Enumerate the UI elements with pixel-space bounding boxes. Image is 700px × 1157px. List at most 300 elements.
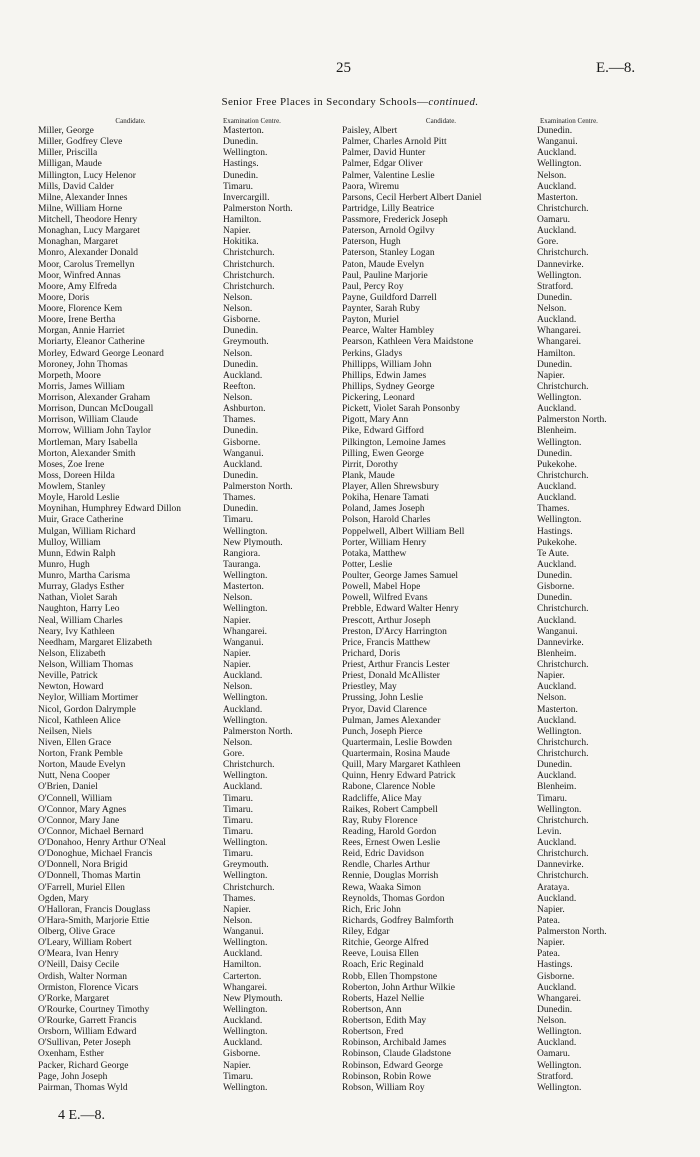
list-item (342, 994, 672, 1005)
examination-centre: Ashburton. (223, 404, 266, 415)
list-item (342, 382, 672, 393)
examination-centre: Dannevirke. (537, 259, 584, 270)
heading-suffix: continued. (428, 96, 479, 108)
candidate-name: Ormiston, Florence Vicars (38, 982, 139, 993)
examination-centre: Christchurch. (223, 259, 275, 270)
list-item (342, 827, 672, 838)
candidate-name: Paton, Maude Evelyn (342, 259, 425, 270)
list-item (38, 682, 320, 693)
examination-centre: Dunedin. (537, 448, 573, 459)
list-item (38, 1083, 320, 1094)
candidate-name: O'Donoghue, Michael Francis (38, 849, 153, 860)
candidate-name: Mulloy, William (38, 537, 101, 548)
candidate-name: Pryor, David Clarence (342, 704, 427, 715)
candidate-name: Moor, Winfred Annas (38, 270, 121, 281)
candidate-name: Moss, Doreen Hilda (38, 470, 115, 481)
candidate-name: Polson, Harold Charles (342, 515, 431, 526)
left-column (38, 117, 320, 1094)
examination-centre: Wellington. (537, 1027, 582, 1038)
examination-centre: Christchurch. (223, 882, 275, 893)
list-item (342, 182, 672, 193)
examination-centre: Wellington. (537, 804, 582, 815)
examination-centre: Christchurch. (223, 760, 275, 771)
list-item (342, 938, 672, 949)
list-item (38, 860, 320, 871)
candidate-name: Olberg, Olive Grace (38, 927, 116, 937)
list-item (342, 549, 672, 560)
examination-centre: Christchurch. (537, 737, 589, 748)
candidate-name: Milligan, Maude (38, 159, 102, 170)
list-item (342, 627, 672, 638)
candidate-name: Paul, Percy Roy (342, 281, 404, 292)
candidate-name: Naughton, Harry Leo (38, 604, 120, 615)
examination-centre: Timaru. (223, 815, 254, 826)
examination-centre: Masterton. (537, 192, 578, 203)
examination-centre: Oamaru. (537, 1049, 570, 1060)
examination-centre: Auckland. (223, 459, 263, 470)
examination-centre: Blenheim. (537, 426, 577, 437)
examination-centre: Pukekohe. (537, 459, 577, 470)
candidate-name: Paterson, Hugh (342, 237, 401, 248)
examination-centre: Gore. (537, 237, 559, 248)
examination-centre: Wellington. (223, 1004, 268, 1015)
list-item (38, 771, 320, 782)
examination-centre: Timaru. (223, 804, 254, 815)
list-item (38, 649, 320, 660)
list-item (38, 727, 320, 738)
candidate-name: Prebble, Edward Walter Henry (342, 604, 459, 615)
candidate-name: Ordish, Walter Norman (38, 971, 128, 982)
list-item (38, 1072, 320, 1083)
candidate-name: Robson, William Roy (342, 1082, 425, 1093)
candidate-name: Moriarty, Eleanor Catherine (38, 337, 145, 348)
candidate-name: Robinson, Claude Gladstone (342, 1049, 451, 1060)
examination-centre: Palmerston North. (537, 927, 607, 937)
examination-centre: Hastings. (537, 526, 573, 537)
candidate-name: Raikes, Robert Campbell (342, 804, 438, 815)
examination-centre: Whangarei. (537, 993, 582, 1004)
examination-centre: Palmerston North. (223, 482, 293, 492)
list-item (342, 771, 672, 782)
candidate-name: Reynolds, Thomas Gordon (342, 893, 445, 904)
candidate-name: Payton, Muriel (342, 315, 399, 326)
examination-centre: Palmerston North. (223, 203, 293, 214)
list-item (342, 493, 672, 504)
examination-centre: Timaru. (537, 793, 568, 804)
list-item (38, 449, 320, 460)
examination-centre: Dunedin. (537, 571, 573, 581)
candidate-name: Rabone, Clarence Noble (342, 782, 436, 793)
list-item (342, 349, 672, 360)
examination-centre: Palmerston North. (537, 415, 607, 426)
list-item (38, 972, 320, 983)
examination-centre: Christchurch. (537, 381, 589, 392)
candidate-name: Roberts, Hazel Nellie (342, 993, 425, 1004)
candidate-name: Moynihan, Humphrey Edward Dillon (38, 504, 182, 515)
candidate-name: Priest, Arthur Francis Lester (342, 660, 450, 670)
examination-centre: Masterton. (223, 126, 264, 136)
list-item (38, 349, 320, 360)
candidate-name: Moroney, John Thomas (38, 359, 128, 370)
candidate-name: Pike, Edward Gifford (342, 426, 424, 437)
candidate-name: Price, Francis Matthew (342, 637, 431, 648)
examination-centre: Timaru. (223, 849, 254, 860)
candidate-name: Pigott, Mary Ann (342, 415, 409, 426)
examination-centre: Christchurch. (537, 660, 589, 670)
candidate-name: O'Farrell, Muriel Ellen (38, 882, 125, 893)
candidate-name: Roberton, John Arthur Wilkie (342, 982, 455, 993)
examination-centre: Auckland. (537, 404, 577, 415)
examination-centre: Dunedin. (223, 426, 259, 437)
list-item (38, 938, 320, 949)
examination-centre: Christchurch. (537, 849, 589, 860)
list-item (342, 705, 672, 716)
list-item (342, 260, 672, 271)
examination-centre: Whangarei. (223, 982, 268, 993)
list-item (342, 693, 672, 704)
candidate-name: Moore, Doris (38, 292, 90, 303)
list-item (342, 894, 672, 905)
candidate-list (342, 126, 672, 1094)
list-item (38, 1049, 320, 1060)
list-item (342, 159, 672, 170)
examination-centre: Stratford. (537, 1071, 574, 1082)
candidate-name: Preston, D'Arcy Harrington (342, 626, 447, 637)
examination-centre: Timaru. (223, 1071, 254, 1082)
list-item (342, 593, 672, 604)
candidate-name: Poppelwell, Albert William Bell (342, 526, 465, 537)
list-item (342, 282, 672, 293)
candidate-name: Paisley, Albert (342, 126, 398, 136)
list-item (38, 927, 320, 938)
candidate-name: Ritchie, George Alfred (342, 938, 429, 949)
list-item (38, 871, 320, 882)
examination-centre: Napier. (537, 904, 565, 915)
examination-centre: Wanganui. (223, 448, 264, 459)
examination-centre: Dunedin. (223, 470, 259, 481)
examination-centre: Whangarei. (537, 337, 582, 348)
list-item (342, 538, 672, 549)
list-item (342, 638, 672, 649)
candidate-name: Moyle, Harold Leslie (38, 493, 120, 504)
candidate-name: Reid, Edric Davidson (342, 849, 425, 860)
candidate-name: Page, John Joseph (38, 1071, 108, 1082)
examination-centre: Wanganui. (223, 927, 264, 937)
candidate-name: Quinn, Henry Edward Patrick (342, 771, 456, 782)
examination-centre: Invercargill. (223, 192, 270, 203)
list-item (38, 393, 320, 404)
list-item (342, 860, 672, 871)
examination-centre: Auckland. (223, 704, 263, 715)
candidate-name: Reading, Harold Gordon (342, 826, 437, 837)
examination-centre: Carterton. (223, 971, 262, 982)
examination-centre: Napier. (223, 1060, 251, 1071)
list-item (342, 649, 672, 660)
candidate-name: Ray, Ruby Florence (342, 815, 418, 826)
candidate-name: Prichard, Doris (342, 648, 401, 659)
candidate-name: O'Rorke, Margaret (38, 993, 110, 1004)
list-item (38, 760, 320, 771)
list-item (342, 949, 672, 960)
examination-centre: Timaru. (223, 826, 254, 837)
list-item (38, 960, 320, 971)
examination-centre: Wellington. (223, 1082, 268, 1093)
list-item (38, 805, 320, 816)
examination-centre: Wanganui. (223, 637, 264, 648)
list-item (342, 504, 672, 515)
candidate-name: Phillipps, William John (342, 359, 432, 370)
list-item (342, 871, 672, 882)
examination-centre: Oamaru. (537, 215, 570, 225)
examination-centre: Auckland. (537, 1038, 577, 1049)
candidate-name: Prescott, Arthur Joseph (342, 615, 431, 626)
examination-centre: Greymouth. (223, 860, 269, 871)
examination-centre: Dannevirke. (537, 860, 584, 871)
list-item (342, 883, 672, 894)
examination-centre: Auckland. (537, 148, 577, 159)
candidate-name: Porter, William Henry (342, 537, 427, 548)
candidate-name: Orsborn, William Edward (38, 1027, 137, 1038)
candidate-name: Pirrit, Dorothy (342, 459, 398, 470)
examination-centre: Wellington. (537, 515, 582, 526)
page-heading (0, 96, 700, 108)
examination-centre: Dunedin. (223, 326, 259, 337)
list-item (342, 393, 672, 404)
candidate-name: Moore, Florence Kem (38, 304, 123, 314)
list-item (38, 1038, 320, 1049)
list-item (342, 404, 672, 415)
list-item (342, 126, 672, 137)
list-item (38, 237, 320, 248)
candidate-name: Robertson, Ann (342, 1004, 402, 1015)
list-item (38, 438, 320, 449)
candidate-name: Pokiha, Henare Tamati (342, 493, 430, 504)
examination-centre: Christchurch. (537, 871, 589, 882)
list-item (342, 482, 672, 493)
examination-centre: Wellington. (223, 526, 268, 537)
candidate-name: Norton, Frank Pemble (38, 749, 123, 759)
examination-centre: Nelson. (223, 682, 253, 693)
examination-centre: Christchurch. (537, 815, 589, 826)
candidate-name: Neilsen, Niels (38, 726, 92, 737)
candidate-name: Munro, Hugh (38, 559, 90, 570)
examination-centre: Napier. (537, 938, 565, 949)
list-item (342, 983, 672, 994)
examination-centre: Blenheim. (537, 782, 577, 793)
candidate-name: Millington, Lucy Helenor (38, 170, 136, 181)
list-item (38, 716, 320, 727)
examination-centre: Gisborne. (223, 315, 261, 326)
candidate-name: Pearson, Kathleen Vera Maidstone (342, 337, 474, 348)
examination-centre: Stratford. (537, 281, 574, 292)
list-item (342, 415, 672, 426)
examination-centre: Hastings. (537, 960, 573, 971)
column-header (342, 117, 672, 126)
list-item (342, 449, 672, 460)
list-item (38, 827, 320, 838)
header-candidate: Candidate. (425, 117, 457, 125)
list-item (342, 471, 672, 482)
examination-centre: Christchurch. (223, 270, 275, 281)
examination-centre: Hamilton. (223, 215, 262, 225)
examination-centre: Napier. (223, 615, 251, 626)
list-item (38, 404, 320, 415)
candidate-name: Mulgan, William Richard (38, 526, 136, 537)
candidate-name: Nelson, Elizabeth (38, 648, 106, 659)
examination-centre: Auckland. (537, 559, 577, 570)
candidate-name: O'Connell, William (38, 793, 112, 804)
list-item (342, 849, 672, 860)
list-item (38, 749, 320, 760)
list-item (342, 1083, 672, 1094)
candidate-name: Pearce, Walter Hambley (342, 326, 435, 337)
examination-centre: Nelson. (223, 393, 253, 403)
list-item (342, 905, 672, 916)
candidate-name: Monaghan, Lucy Margaret (38, 226, 140, 237)
list-item (38, 905, 320, 916)
examination-centre: Dunedin. (537, 1004, 573, 1015)
examination-centre: Whangarei. (223, 626, 268, 637)
examination-centre: Nelson. (537, 170, 567, 181)
list-item (342, 515, 672, 526)
candidate-name: Quartermain, Rosina Maude (342, 749, 450, 759)
examination-centre: Dunedin. (537, 126, 573, 136)
examination-centre: Napier. (223, 660, 251, 670)
header-candidate: Candidate. (115, 117, 146, 125)
examination-centre: Auckland. (537, 482, 577, 492)
candidate-name: O'Donnell, Nora Brigid (38, 860, 128, 871)
list-item (342, 1016, 672, 1027)
candidate-name: Rendle, Charles Arthur (342, 860, 430, 871)
examination-centre: Auckland. (223, 370, 263, 381)
list-item (38, 293, 320, 304)
candidate-name: Packer, Richard George (38, 1060, 129, 1071)
list-item (342, 248, 672, 259)
list-item (342, 315, 672, 326)
candidate-name: Robinson, Archibald James (342, 1038, 447, 1049)
examination-centre: Auckland. (223, 782, 263, 793)
list-item (38, 460, 320, 471)
list-item (342, 716, 672, 727)
candidate-name: Morton, Alexander Smith (38, 448, 136, 459)
list-item (38, 126, 320, 137)
list-item (342, 1049, 672, 1060)
examination-centre: Dunedin. (537, 292, 573, 303)
examination-centre: Dannevirke. (537, 637, 584, 648)
candidate-name: Reeve, Louisa Ellen (342, 949, 419, 960)
list-item (38, 527, 320, 538)
candidate-name: Norton, Maude Evelyn (38, 760, 126, 771)
candidate-name: Munro, Martha Carisma (38, 571, 131, 581)
candidate-name: Morrison, Duncan McDougall (38, 404, 154, 415)
list-item (342, 760, 672, 771)
list-item (38, 638, 320, 649)
examination-centre: Wellington. (537, 159, 582, 170)
examination-centre: Gisborne. (223, 1049, 261, 1060)
examination-centre: Levin. (537, 826, 562, 837)
list-item (342, 571, 672, 582)
candidate-name: O'Donahoo, Henry Arthur O'Neal (38, 838, 166, 848)
list-item (38, 916, 320, 927)
examination-centre: Timaru. (223, 515, 254, 526)
candidate-name: Needham, Margaret Elizabeth (38, 637, 153, 648)
examination-centre: Tauranga. (223, 559, 261, 570)
candidate-name: O'Brien, Daniel (38, 782, 98, 793)
examination-centre: Auckland. (223, 1016, 263, 1026)
examination-centre: New Plymouth. (223, 993, 283, 1004)
list-item (342, 304, 672, 315)
examination-centre: Christchurch. (537, 604, 589, 615)
candidate-name: Robertson, Edith May (342, 1016, 427, 1026)
candidate-name: Paterson, Arnold Ogilvy (342, 226, 435, 237)
examination-centre: Christchurch. (537, 749, 589, 759)
list-item (38, 949, 320, 960)
list-item (38, 171, 320, 182)
list-item (342, 1027, 672, 1038)
list-item (38, 671, 320, 682)
list-item (38, 204, 320, 215)
column-header (38, 117, 320, 126)
candidate-list (38, 126, 320, 1094)
list-item (38, 159, 320, 170)
page-code: E.—8. (596, 60, 636, 76)
examination-centre: Dunedin. (537, 760, 573, 771)
candidate-name: Paul, Pauline Marjorie (342, 270, 428, 281)
list-item (342, 1005, 672, 1016)
examination-centre: Auckland. (537, 771, 577, 782)
list-item (342, 193, 672, 204)
list-item (38, 549, 320, 560)
list-item (342, 916, 672, 927)
candidate-name: Neylor, William Mortimer (38, 693, 139, 704)
page-number: 25 (336, 60, 351, 76)
candidate-name: Parsons, Cecil Herbert Albert Daniel (342, 192, 482, 203)
candidate-name: Passmore, Frederick Joseph (342, 215, 448, 225)
examination-centre: Timaru. (223, 793, 254, 804)
examination-centre: Rangiora. (223, 548, 261, 559)
examination-centre: Wellington. (537, 437, 582, 448)
list-item (342, 727, 672, 738)
examination-centre: Masterton. (223, 582, 264, 593)
list-item (38, 571, 320, 582)
list-item (342, 215, 672, 226)
list-item (342, 371, 672, 382)
examination-centre: Auckland. (537, 181, 577, 192)
examination-centre: Dunedin. (537, 593, 573, 604)
examination-centre: Wellington. (223, 604, 268, 615)
examination-centre: Wellington. (223, 148, 268, 159)
list-item (342, 293, 672, 304)
examination-centre: Christchurch. (537, 248, 589, 259)
list-item (38, 782, 320, 793)
candidate-name: Moor, Carolus Tremellyn (38, 259, 135, 270)
candidate-name: Richards, Godfrey Balmforth (342, 915, 454, 926)
candidate-name: Player, Allen Shrewsbury (342, 482, 439, 492)
examination-centre: Wellington. (537, 393, 582, 403)
candidate-name: Paterson, Stanley Logan (342, 248, 435, 259)
list-item (38, 282, 320, 293)
list-item (342, 816, 672, 827)
candidate-name: Pilling, Ewen George (342, 448, 424, 459)
list-item (38, 193, 320, 204)
examination-centre: Napier. (537, 370, 565, 381)
candidate-name: Robinson, Edward George (342, 1060, 443, 1071)
examination-centre: Whangarei. (537, 326, 582, 337)
candidate-name: O'Rourke, Courtney Timothy (38, 1004, 150, 1015)
list-item (38, 182, 320, 193)
examination-centre: Thames. (223, 493, 256, 504)
list-item (38, 1027, 320, 1038)
